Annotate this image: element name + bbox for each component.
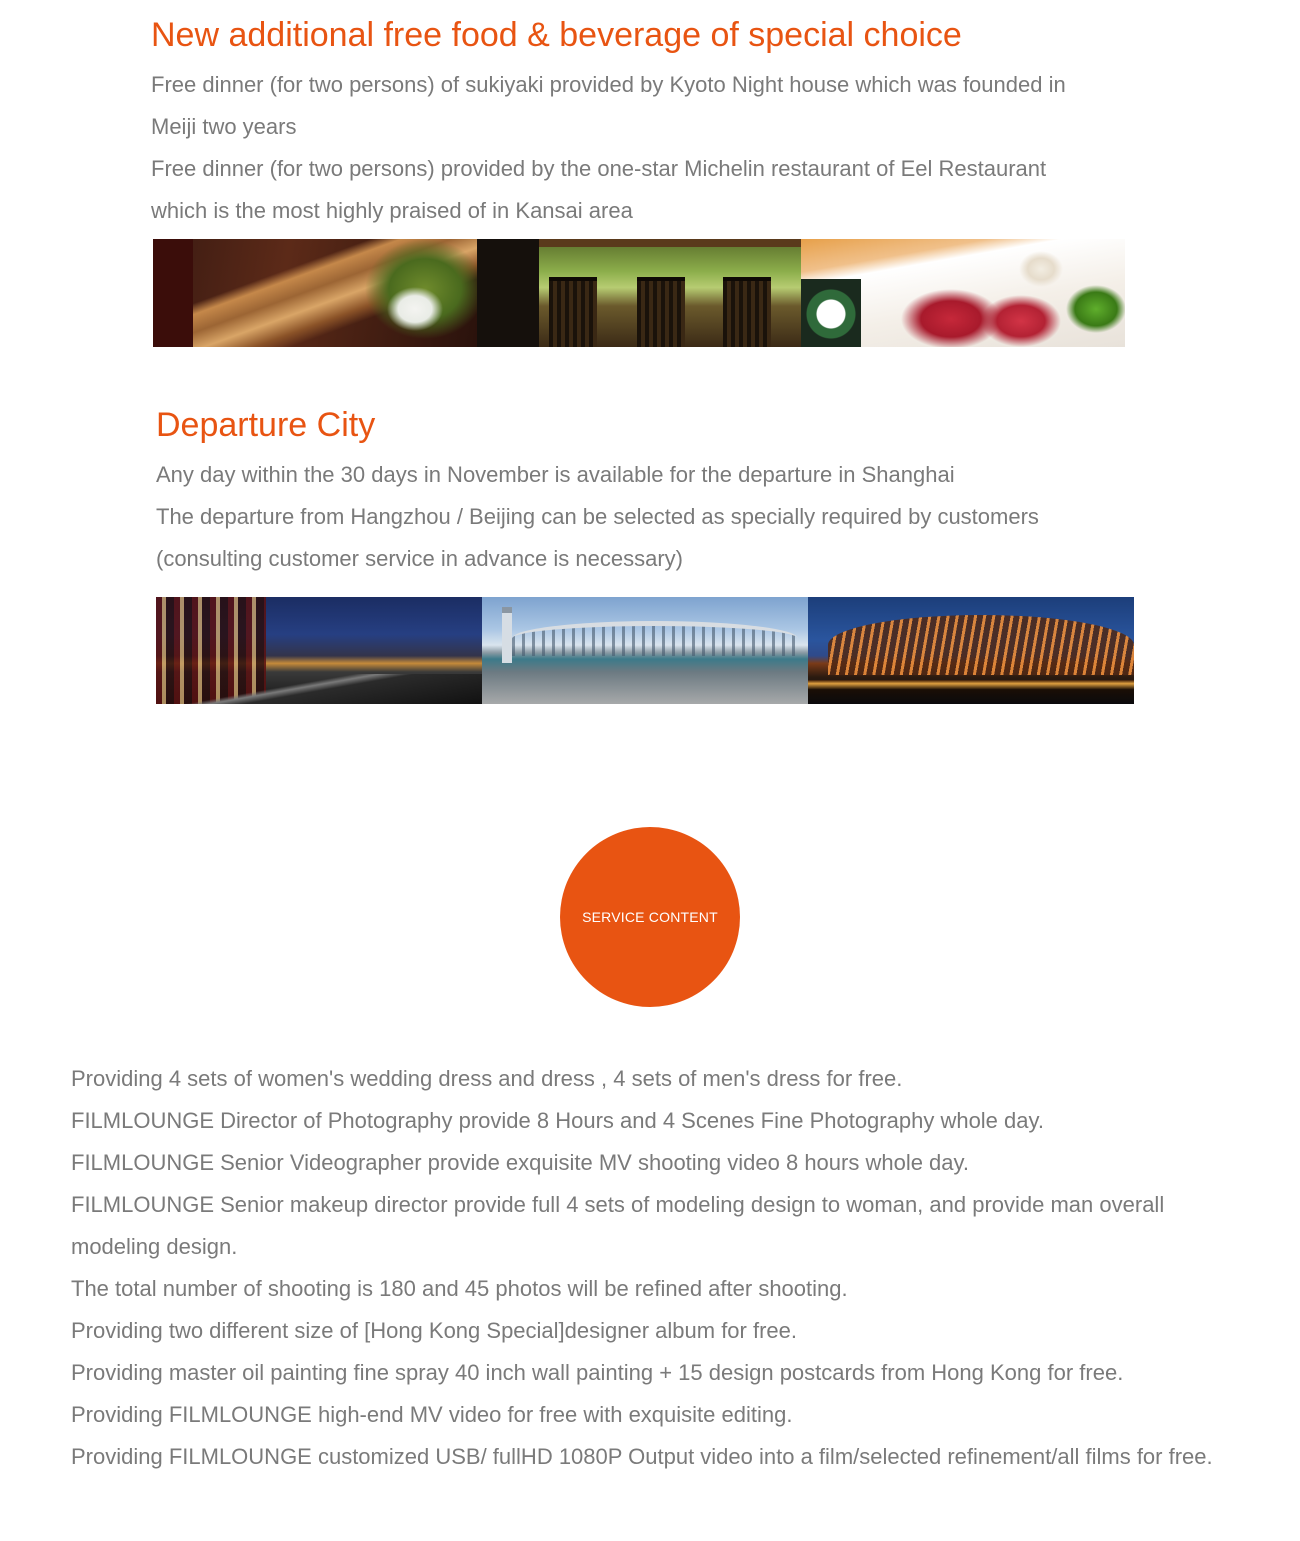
food-section-description <box>151 64 1251 232</box>
service-item: The total number of shooting is 180 and 45 photos will be refined after shooting. <box>71 1276 848 1301</box>
airport-dusk-photo <box>808 597 1134 704</box>
service-item: FILMLOUNGE Senior Videographer provide exquisite MV shooting video 8 hours whole day. <box>71 1150 970 1175</box>
service-content-list <box>71 1058 1241 1478</box>
departure-section-title: Departure City <box>156 406 376 444</box>
service-item: Providing 4 sets of women's wedding dress and dress , 4 sets of men's dress for free. <box>71 1066 903 1091</box>
chair-shape <box>549 277 597 347</box>
food-section-title: New additional free food & beverage of special choice <box>151 16 962 54</box>
service-item: FILMLOUNGE Director of Photography provide 8 Hours and 4 Scenes Fine Photography whole day. <box>71 1108 1044 1133</box>
service-item: Providing master oil painting fine spray 40 inch wall painting + 15 design postcards from Hong Kong for free. <box>71 1360 1124 1385</box>
airport-photo-strip <box>156 597 1134 704</box>
airport-day-photo <box>482 597 808 704</box>
service-content-badge <box>560 827 740 1007</box>
food-photo-strip <box>153 239 1125 347</box>
departure-line-3: (consulting customer service in advance is necessary) <box>156 546 684 571</box>
service-item: FILMLOUNGE Senior makeup director provide full 4 sets of modeling design to woman, and provide man overall modeling design. <box>71 1192 1165 1259</box>
restaurant-interior-photo <box>477 239 801 347</box>
service-item: Providing FILMLOUNGE high-end MV video for free with exquisite editing. <box>71 1402 793 1427</box>
food-line-4: which is the most highly praised of in Kansai area <box>151 198 633 223</box>
service-content-badge-label: SERVICE CONTENT <box>582 909 718 925</box>
chair-shape <box>723 277 771 347</box>
departure-section-description <box>156 454 1256 580</box>
food-line-3: Free dinner (for two persons) provided by the one-star Michelin restaurant of Eel Restaurant <box>151 156 1047 181</box>
food-line-2: Meiji two years <box>151 114 297 139</box>
seafood-wagyu-photo <box>801 239 1125 347</box>
service-item: Providing two different size of [Hong Kong Special]designer album for free. <box>71 1318 797 1343</box>
departure-line-2: The departure from Hangzhou / Beijing can be selected as specially required by customers <box>156 504 1039 529</box>
airport-night-photo <box>156 597 482 704</box>
departure-line-1: Any day within the 30 days in November is available for the departure in Shanghai <box>156 462 955 487</box>
chair-shape <box>637 277 685 347</box>
eel-dish-photo <box>153 239 477 347</box>
service-item: Providing FILMLOUNGE customized USB/ fullHD 1080P Output video into a film/selected refinement/all films for free. <box>71 1444 1213 1469</box>
food-line-1: Free dinner (for two persons) of sukiyaki provided by Kyoto Night house which was founded in <box>151 72 1066 97</box>
